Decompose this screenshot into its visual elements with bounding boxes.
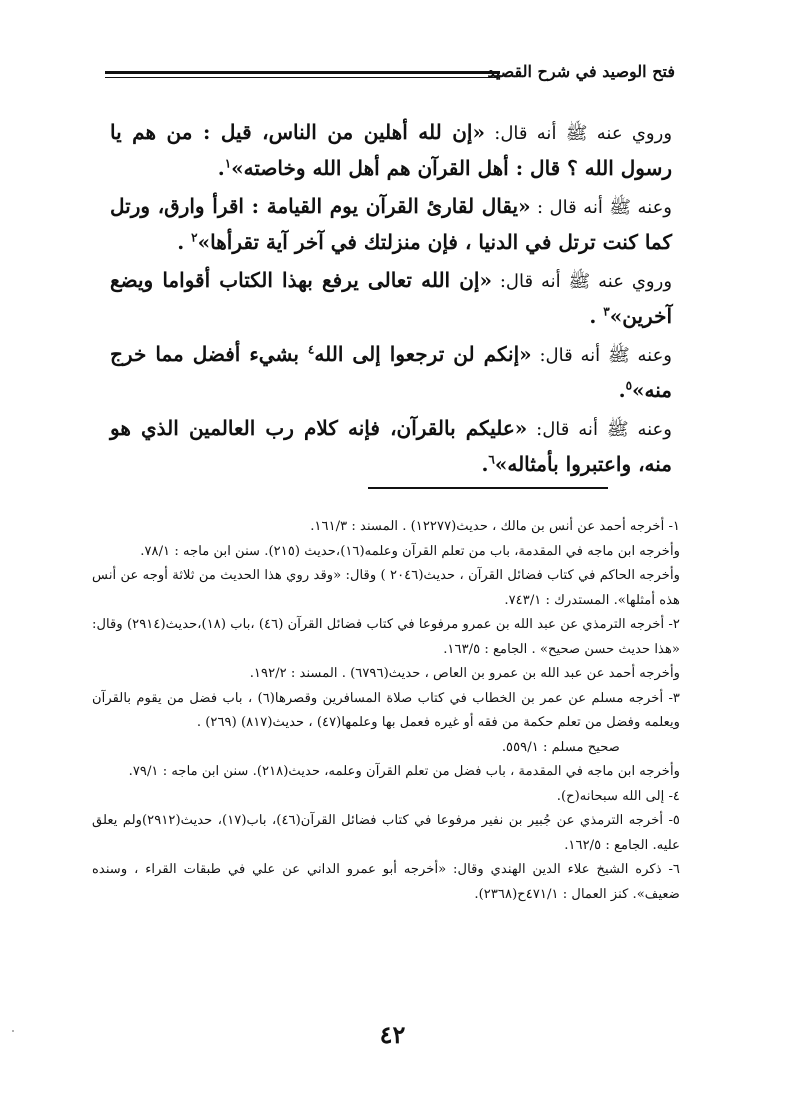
header-title: فتح الوصيد في شرح القصيد <box>487 62 675 81</box>
footnote-ref: ٣ <box>603 304 610 319</box>
footnote-ref: ٦ <box>488 452 495 467</box>
hadith-paragraph-3: وروي عنه ﷺ أنه قال: «إن الله تعالى يرفع بهذا الكتاب أقواما ويضع آخرين»$^٣$ . <box>110 268 673 328</box>
footnote: وأخرجه الحاكم في كتاب فضائل القرآن ، حديث(٢٠٤٦ ) وقال: «وقد روي هذا الحديث من ثلاثة أوجه عن أنس هذه أمثلها». المستدرك : ٧٤٣/١. <box>92 568 680 608</box>
footnote: ٣- أخرجه مسلم عن عمر بن الخطاب في كتاب صلاة المسافرين وقصرها(٦) ، باب فضل من يقوم بالقرآن ويعلمه وفضل من تعلم حكمة من فقه أو غيره فعمل بها وعلمها(٤٧) ، حديث(٨١٧) (٢٦٩) . <box>92 690 680 730</box>
footnote: ٦- ذكره الشيخ علاء الدين الهندي وقال: «أخرجه أبو عمرو الداني عن علي في طبقات القراء ، وسنده ضعيف». كنز العمال : ٤٧١/١ح(٢٣٦٨). <box>92 862 680 902</box>
header-rule-thin <box>105 77 500 78</box>
footnote: ٢- أخرجه الترمذي عن عبد الله بن عمرو مرفوعا في كتاب فضائل القرآن (٤٦) ،باب (١٨)،حديث(٢٩١٤) وقال: «هذا حديث حسن صحيح» . الجامع : ١٦٣/٥. <box>92 617 680 657</box>
footnote: صحيح مسلم : ٥٥٩/١. <box>501 739 620 755</box>
main-text <box>110 115 672 485</box>
running-header <box>105 62 675 92</box>
footnote-ref: ٥ <box>625 378 633 393</box>
footnote-ref: ١ <box>224 156 232 171</box>
footnote: وأخرجه ابن ماجه في المقدمة، باب من تعلم القرآن وعلمه(١٦)،حديث (٢١٥). سنن ابن ماجه : ٧٨/١. <box>140 543 680 559</box>
footnote: وأخرجه ابن ماجه في المقدمة ، باب فضل من تعلم القرآن وعلمه، حديث(٢١٨). سنن ابن ماجه : ٧٩/١. <box>128 764 680 779</box>
footnote: ١- أخرجه أحمد عن أنس بن مالك ، حديث(١٢٢٧٧) . المسند : ١٦١/٣. <box>310 519 680 534</box>
hadith-paragraph-5: وعنه ﷺ أنه قال: «عليكم بالقرآن، فإنه كلام رب العالمين الذي هو منه، واعتبروا بأمثاله»$^٦$. <box>110 416 672 476</box>
footnote-ref: ٤ <box>307 342 315 357</box>
hadith-paragraph-1: وروي عنه ﷺ أنه قال: «إن لله أهلين من الناس، قيل : من هم يا رسول الله ؟ قال : أهل القرآن هم أهل الله وخاصته»$^١$. <box>110 120 673 180</box>
footnote-separator <box>368 487 608 489</box>
hadith-paragraph-4: وعنه ﷺ أنه قال: «إنكم لن ترجعوا إلى الله$^٤$ بشيء أفضل مما خرج منه»$^٥$. <box>110 342 672 402</box>
footnote-ref: ٢ <box>191 230 198 245</box>
page-number: ٤٢ <box>379 1020 406 1049</box>
footnote: ٥- أخرجه الترمذي عن جُبير بن نفير مرفوعا في كتاب فضائل القرآن(٤٦)، باب(١٧)، حديث(٢٩١٢)ولم يعلق عليه. الجامع : ١٦٢/٥. <box>92 813 681 853</box>
footnotes <box>92 515 680 907</box>
footnote: ٤- إلى الله سبحانه(ح). <box>556 788 680 804</box>
scan-speck <box>12 1030 14 1032</box>
hadith-paragraph-2: وعنه ﷺ أنه قال : «يقال لقارئ القرآن يوم القيامة : اقرأ وارق، ورتل كما كنت ترتل في الدنيا ، فإن منزلتك في آخر آية تقرأها»$^٢$ . <box>110 194 672 254</box>
header-rule-thick <box>105 71 500 74</box>
footnote: وأخرجه أحمد عن عبد الله بن عمرو بن العاص ، حديث(٦٧٩٦) . المسند : ١٩٢/٢. <box>249 666 680 681</box>
